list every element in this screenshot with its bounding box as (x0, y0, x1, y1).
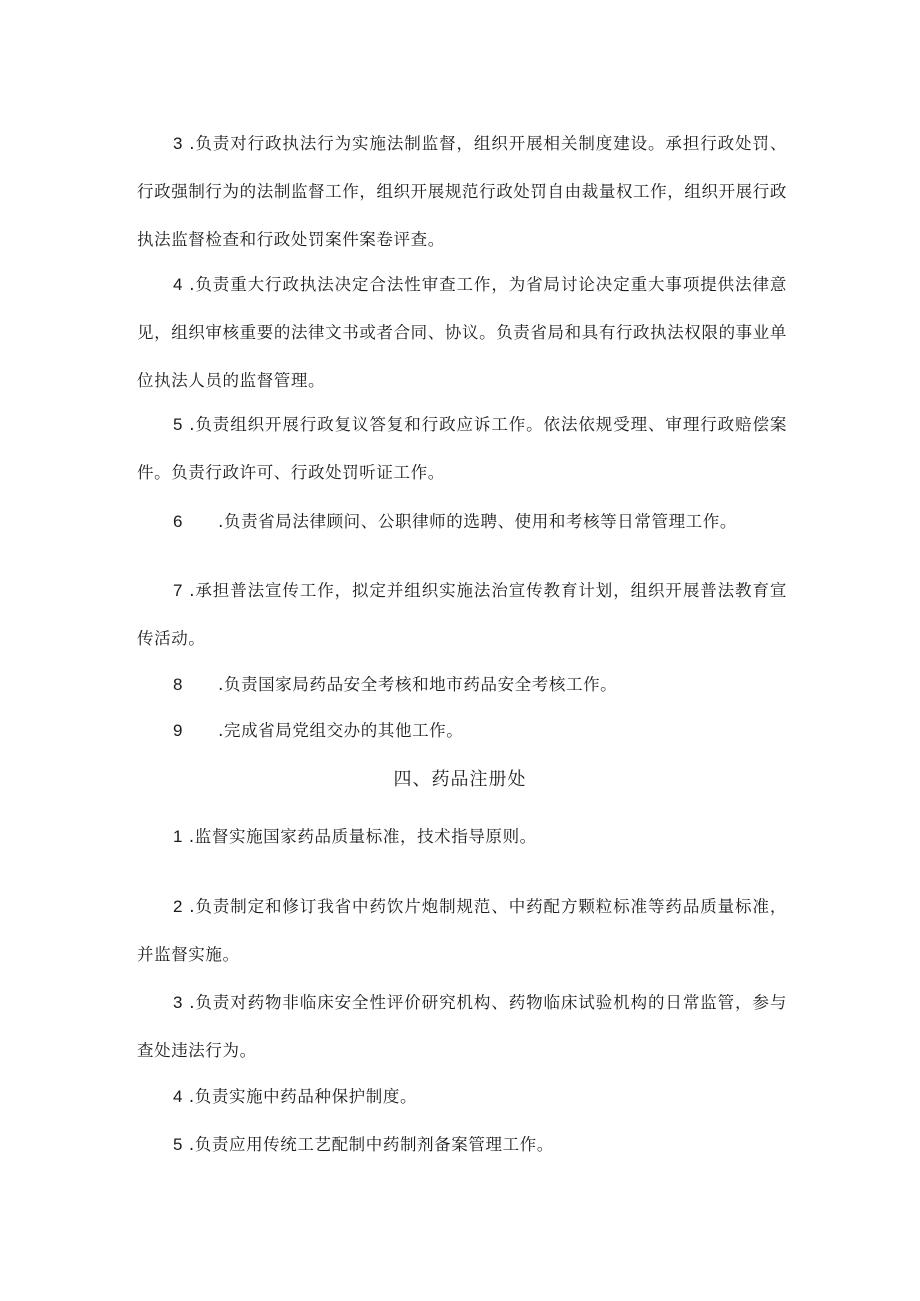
item-separator: . (183, 134, 196, 153)
list-item (137, 883, 787, 979)
list-item (137, 498, 787, 546)
item-number: 6 (173, 512, 184, 531)
item-text: 负责实施中药品种保护制度。 (194, 1087, 418, 1106)
list-item (137, 1121, 787, 1169)
list-item (137, 707, 787, 755)
item-text: 负责对药物非临床安全性评价研究机构、药物临床试验机构的日常监管，参与查处违法行为。 (137, 993, 787, 1060)
item-number: 3 (173, 134, 184, 153)
item-text: 负责重大行政执法决定合法性审查工作，为省局讨论决定重大事项提供法律意见，组织审核重要的法律文书或者合同、协议。负责省局和具有行政执法权限的事业单位执法人员的监督管理。 (137, 275, 787, 390)
item-text: 负责组织开展行政复议答复和行政应诉工作。依法依规受理、审理行政赔偿案件。负责行政许可、行政处罚听证工作。 (137, 415, 787, 482)
item-text: 完成省局党组交办的其他工作。 (223, 721, 464, 740)
item-number: 4 (173, 275, 184, 294)
item-separator: . (183, 721, 224, 740)
item-separator: . (183, 1135, 195, 1154)
item-number: 5 (173, 1135, 184, 1154)
item-number: 1 (173, 827, 184, 846)
item-separator: . (183, 1087, 195, 1106)
item-text: 负责国家局药品安全考核和地市药品安全考核工作。 (223, 675, 618, 694)
item-number: 4 (173, 1087, 184, 1106)
list-item (137, 813, 787, 861)
list-item (137, 567, 787, 663)
item-separator: . (183, 581, 196, 600)
list-item (137, 661, 787, 709)
list-item (137, 401, 787, 497)
item-number: 2 (173, 897, 184, 916)
list-item (137, 261, 787, 405)
item-number: 9 (173, 721, 184, 740)
item-separator: . (183, 993, 196, 1012)
item-number: 7 (173, 581, 184, 600)
item-separator: . (183, 897, 196, 916)
item-separator: . (183, 275, 196, 294)
item-separator: . (183, 415, 196, 434)
item-separator: . (183, 512, 224, 531)
item-separator: . (183, 827, 195, 846)
item-text: 负责应用传统工艺配制中药制剂备案管理工作。 (194, 1135, 554, 1154)
list-item (137, 120, 787, 264)
list-item (137, 1073, 787, 1121)
item-separator: . (183, 675, 224, 694)
item-text: 负责省局法律顾问、公职律师的选聘、使用和考核等日常管理工作。 (223, 512, 737, 531)
item-text: 负责对行政执法行为实施法制监督，组织开展相关制度建设。承担行政处罚、行政强制行为的法制监督工作，组织开展规范行政处罚自由裁量权工作，组织开展行政执法监督检查和行政处罚案件案卷评查。 (137, 134, 787, 249)
item-text: 监督实施国家药品质量标准，技术指导原则。 (194, 827, 537, 846)
item-text: 负责制定和修订我省中药饮片炮制规范、中药配方颗粒标准等药品质量标准，并监督实施。 (137, 897, 787, 964)
section-heading: 四、药品注册处 (393, 769, 527, 790)
item-number: 5 (173, 415, 184, 434)
item-number: 3 (173, 993, 184, 1012)
item-text: 承担普法宣传工作，拟定并组织实施法治宣传教育计划，组织开展普法教育宣传活动。 (137, 581, 787, 648)
item-number: 8 (173, 675, 184, 694)
list-item (137, 979, 787, 1075)
